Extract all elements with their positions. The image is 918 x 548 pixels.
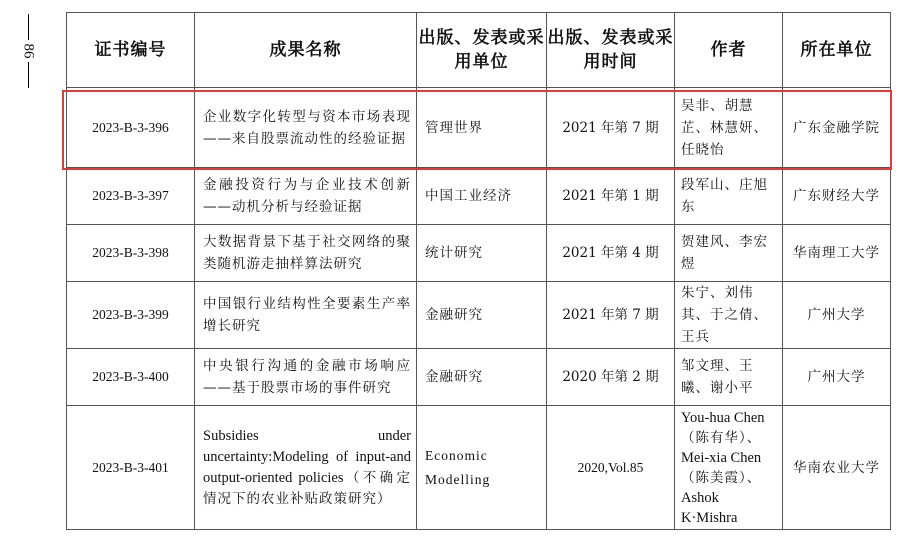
page-number: 86 [20, 43, 36, 59]
table-header-row [67, 13, 891, 88]
author-line: （陈美霞）、 [681, 469, 762, 486]
margin-rule-bottom [28, 62, 29, 88]
awards-table [66, 12, 891, 530]
cell-title: 中央银行沟通的金融市场响应——基于股票市场的事件研究 [195, 349, 417, 406]
cell-time: 2020 年第 2 期 [547, 349, 675, 406]
cell-time: 2021 年第 1 期 [547, 168, 675, 225]
cell-id: 2023-B-3-397 [67, 168, 195, 225]
cell-unit: 华南理工大学 [783, 225, 891, 282]
cell-time: 2021 年第 7 期 [547, 88, 675, 168]
author-line: You-hua Chen [681, 409, 765, 426]
cell-title: 金融投资行为与企业技术创新——动机分析与经验证据 [195, 168, 417, 225]
header-achievement-name: 成果名称 [195, 13, 417, 88]
cell-author: 吴非、胡慧芷、林慧妍、任晓怡 [675, 88, 783, 168]
cell-id: 2023-B-3-399 [67, 282, 195, 349]
cell-author: 邹文理、王曦、谢小平 [675, 349, 783, 406]
cell-time: 2021 年第 7 期 [547, 282, 675, 349]
table-row [67, 88, 891, 168]
cell-id: 2023-B-3-396 [67, 88, 195, 168]
cell-author [675, 406, 783, 530]
cell-time: 2021 年第 4 期 [547, 225, 675, 282]
header-unit: 所在单位 [783, 13, 891, 88]
cell-id: 2023-B-3-398 [67, 225, 195, 282]
cell-author: 贺建风、李宏煜 [675, 225, 783, 282]
margin-rule-top [28, 14, 29, 40]
cell-publisher: 统计研究 [417, 225, 547, 282]
table-row [67, 406, 891, 530]
cell-unit: 华南农业大学 [783, 406, 891, 530]
header-certificate-id: 证书编号 [67, 13, 195, 88]
header-author: 作者 [675, 13, 783, 88]
cell-time: 2020,Vol.85 [547, 406, 675, 530]
header-publisher: 出版、发表或采用单位 [417, 13, 547, 88]
cell-publisher: 金融研究 [417, 282, 547, 349]
cell-unit: 广州大学 [783, 349, 891, 406]
author-line: K·Mishra [681, 509, 738, 526]
cell-title [195, 406, 417, 530]
table-row [67, 282, 891, 349]
cell-publisher: 中国工业经济 [417, 168, 547, 225]
header-publish-time: 出版、发表或采用时间 [547, 13, 675, 88]
cell-unit: 广东金融学院 [783, 88, 891, 168]
author-line: （陈有华）、 [681, 429, 762, 446]
table-row [67, 349, 891, 406]
cell-title: 中国银行业结构性全要素生产率增长研究 [195, 282, 417, 349]
cell-id: 2023-B-3-401 [67, 406, 195, 530]
page-number-margin [20, 14, 36, 94]
cell-title: 大数据背景下基于社交网络的聚类随机游走抽样算法研究 [195, 225, 417, 282]
cell-publisher: 管理世界 [417, 88, 547, 168]
cell-author: 段军山、庄旭东 [675, 168, 783, 225]
cell-publisher: Economic Modelling [417, 406, 547, 530]
cell-title-english: Subsidies under uncertainty:Modeling of input-and output-oriented policies [203, 427, 411, 486]
cell-unit: 广州大学 [783, 282, 891, 349]
cell-unit: 广东财经大学 [783, 168, 891, 225]
cell-title-chinese: （不确定情况下的农业补贴政策研究） [203, 469, 411, 507]
cell-id: 2023-B-3-400 [67, 349, 195, 406]
table-row [67, 168, 891, 225]
cell-title: 企业数字化转型与资本市场表现——来自股票流动性的经验证据 [195, 88, 417, 168]
author-line: Mei-xia Chen [681, 449, 762, 466]
author-line: Ashok [681, 489, 719, 506]
cell-publisher: 金融研究 [417, 349, 547, 406]
cell-author: 朱宁、刘伟其、于之倩、王兵 [675, 282, 783, 349]
table-row [67, 225, 891, 282]
